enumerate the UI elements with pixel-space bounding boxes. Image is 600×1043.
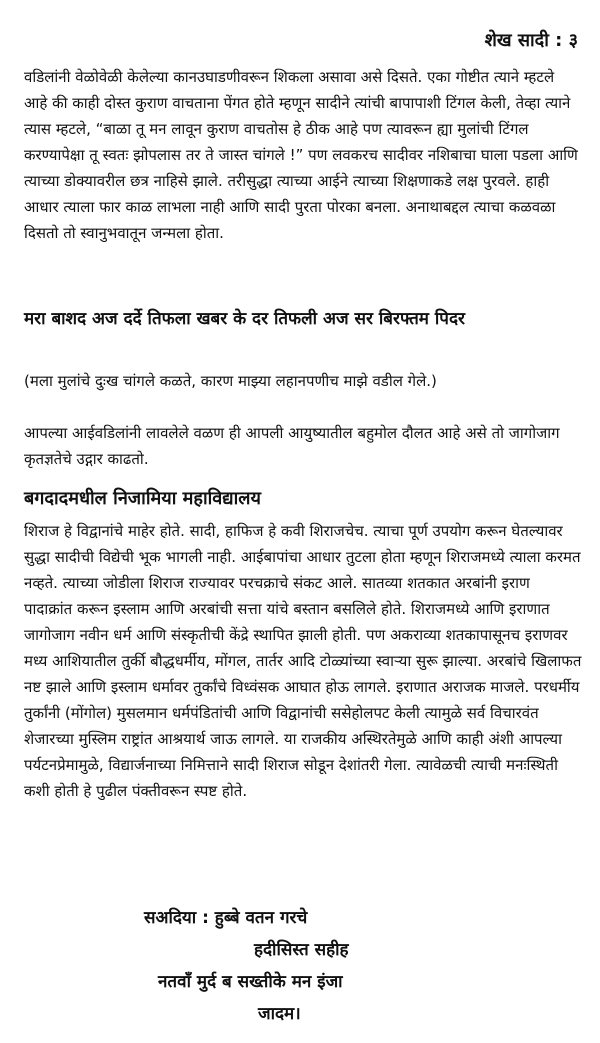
running-header: शेख सादी : ३	[484, 30, 578, 51]
verse-line-4: जादम।	[258, 1004, 301, 1024]
paragraph-translation: (मला मुलांचे दुःख चांगले कळते, कारण माझ्या लहानपणीच माझे वडील गेले.)	[24, 372, 437, 390]
section-heading: बगदादमधील निजामिया महाविद्यालय	[24, 488, 261, 509]
paragraph-2: आपल्या आईवडिलांनी लावलेले वळण ही आपली आयुष्यातील बहुमोल दौलत आहे असे तो जागोजाग कृतज्ञतेचे उद्गार काढतो.	[24, 424, 560, 468]
paragraph-1: वडिलांनी वेळोवेळी केलेल्या कानउघाडणीवरून शिकला असावा असे दिसते. एका गोष्टीत त्याने म्हटले आहे की काही दोस्त कुराण वाचताना पेंगत होते म्हणून सादीने त्यांची बापापाशी टिंगल केली, तेव्हा त्याने त्यास म्हटले, “बाळा तू मन लावून कुराण वाचतोस हे ठीक आहे पण त्यावरून ह्या मुलांची टिंगल करण्यापेक्षा तू स्वतः झोपलास तर ते जास्त चांगले !” पण लवकरच सादीवर नशिबाचा घाला पडला आणि त्याच्या डोक्यावरील छत्र नाहिसे झाले. तरीसुद्धा त्याच्या आईने त्याच्या शिक्षणाकडे लक्ष पुरवले. हाही आधार त्याला फार काळ लाभला नाही आणि सादी पुरता पोरका बनला. अनाथाबद्दल त्याचा कळवळा दिसतो तो स्वानुभवातून जन्मला होता.	[24, 68, 578, 242]
verse-line-1: सअदिया : हुब्बे वतन गरचे	[144, 908, 308, 928]
verse-line-2: हदीसिस्त सहीह	[254, 940, 349, 960]
verse-persian-1: मरा बाशद अज दर्दे तिफला खबर के दर तिफली अज सर बिरफ्तम पिदर	[24, 309, 465, 329]
paragraph-3: शिराज हे विद्वानांचे माहेर होते. सादी, हाफिज हे कवी शिराजचेच. त्याचा पूर्ण उपयोग करून घेतल्यावर सुद्धा सादीची विद्येची भूक भागली नाही. आईबापांचा आधार तुटला होता म्हणून शिराजमध्ये त्याला करमत नव्हते. त्याच्या जोडीला शिराज राज्यावर परचक्राचे संकट आले. सातव्या शतकात अरबांनी इराण पादाक्रांत करून इस्लाम आणि अरबांची सत्ता यांचे बस्तान बसलिले होते. शिराजमध्ये आणि इराणात जागोजाग नवीन धर्म आणि संस्कृतीची केंद्रे स्थापित झाली होती. पण अकराव्या शतकापासूनच इराणवर मध्य आशियातील तुर्की बौद्धधर्मीय, मोंगल, तार्तर आदि टोळ्यांच्या स्वाऱ्या सुरू झाल्या. अरबांचे खिलाफत नष्ट झाले आणि इस्लाम धर्मावर तुर्कांचे विध्वंसक आघात होऊ लागले. इराणात अराजक माजले. परधर्मीय तुर्कांनी (मोंगोल) मुसलमान धर्मपंडितांची आणि विद्वानांची ससेहोलपट केली त्यामुळे सर्व विचारवंत शेजारच्या मुस्लिम राष्ट्रांत आश्रयार्थ जाऊ लागले. या राजकीय अस्थिरतेमुळे आणि काही अंशी आपल्या पर्यटनप्रेमामुळे, विद्यार्जनाच्या निमित्ताने सादी शिराज सोडून देशांतरी गेला. त्यावेळची त्याची मनःस्थिती कशी होती हे पुढील पंक्तीवरून स्पष्ट होते.	[24, 522, 582, 800]
verse-line-3: नतवाँ मुर्द ब सख्तीके मन इंजा	[158, 972, 343, 992]
